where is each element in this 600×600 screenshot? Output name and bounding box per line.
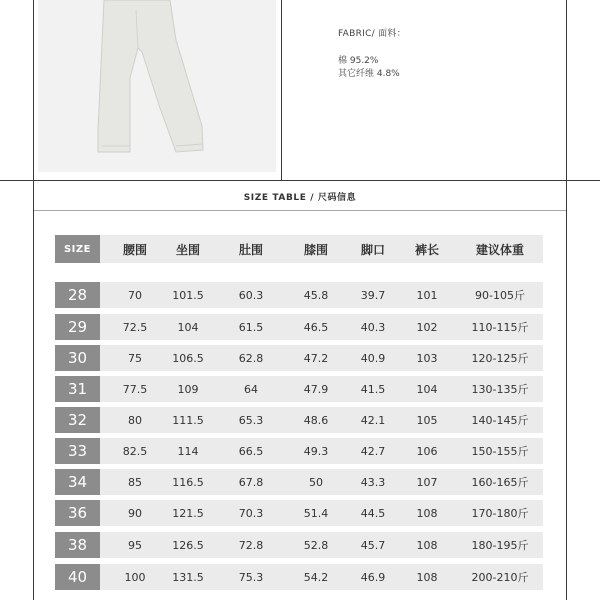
length-value: 101 [416, 288, 438, 302]
size-cell [55, 376, 100, 402]
table-row [55, 345, 543, 371]
weight-value: 130-135斤 [471, 383, 529, 396]
size-value: 38 [67, 536, 88, 554]
weight-value: 140-145斤 [471, 414, 529, 427]
length-value: 105 [416, 413, 438, 427]
knee-value: 45.8 [303, 288, 329, 302]
hem-value: 42.1 [360, 413, 386, 427]
weight-value: 170-180斤 [471, 507, 529, 520]
belly-value: 62.8 [238, 351, 264, 365]
title-divider [34, 210, 566, 211]
hip-value: 101.5 [172, 288, 204, 302]
waist-value: 85 [128, 475, 142, 489]
frame-line-right [566, 0, 567, 600]
size-value: 31 [67, 380, 88, 398]
size-cell [55, 407, 100, 433]
hem-value: 45.7 [360, 538, 386, 552]
size-value: 36 [67, 504, 88, 522]
knee-value: 51.4 [303, 506, 329, 520]
waist-value: 75 [128, 351, 142, 365]
size-value: 29 [67, 318, 88, 336]
pants-image [38, 0, 276, 172]
table-row [55, 314, 543, 340]
length-value: 106 [416, 444, 438, 458]
belly-value: 72.8 [238, 538, 264, 552]
waist-value: 80 [128, 413, 142, 427]
size-cell [55, 564, 100, 590]
hip-value: 111.5 [172, 413, 204, 427]
waist-value: 70 [128, 288, 142, 302]
belly-value: 66.5 [238, 444, 264, 458]
table-row [55, 532, 543, 558]
weight-value: 180-195斤 [471, 539, 529, 552]
size-value: 40 [67, 568, 88, 586]
frame-line-divider [281, 0, 282, 180]
table-row [55, 282, 543, 308]
length-value: 107 [416, 475, 438, 489]
waist-value: 72.5 [122, 320, 148, 334]
size-value: 33 [67, 442, 88, 460]
weight-value: 150-155斤 [471, 445, 529, 458]
hem-value: 43.3 [360, 475, 386, 489]
fabric-line-cotton: 棉 95.2% [338, 56, 379, 66]
knee-value: 47.9 [303, 382, 329, 396]
waist-value: 90 [128, 506, 142, 520]
weight-value: 200-210斤 [471, 571, 529, 584]
waist-value: 82.5 [122, 444, 148, 458]
length-value: 102 [416, 320, 438, 334]
hip-value: 106.5 [172, 351, 204, 365]
hem-value: 39.7 [360, 288, 386, 302]
waist-value: 95 [128, 538, 142, 552]
length-value: 103 [416, 351, 438, 365]
knee-value: 48.6 [303, 413, 329, 427]
size-value: 30 [67, 349, 88, 367]
header-length: 裤长 [414, 242, 439, 257]
size-cell [55, 438, 100, 464]
table-row [55, 438, 543, 464]
length-value: 108 [416, 538, 438, 552]
header-waist: 腰围 [122, 242, 147, 257]
size-value: 28 [67, 286, 88, 304]
hem-value: 42.7 [360, 444, 386, 458]
waist-value: 77.5 [122, 382, 148, 396]
size-cell [55, 500, 100, 526]
belly-value: 64 [244, 382, 258, 396]
length-value: 104 [416, 382, 438, 396]
length-value: 108 [416, 506, 438, 520]
weight-value: 160-165斤 [471, 476, 529, 489]
waist-value: 100 [124, 570, 146, 584]
knee-value: 46.5 [303, 320, 329, 334]
size-cell [55, 345, 100, 371]
table-row [55, 564, 543, 590]
hip-value: 121.5 [172, 506, 204, 520]
weight-value: 90-105斤 [475, 289, 525, 302]
table-row [55, 376, 543, 402]
product-photo [38, 0, 276, 172]
belly-value: 70.3 [238, 506, 264, 520]
table-row [55, 469, 543, 495]
hip-value: 131.5 [172, 570, 204, 584]
header-hem: 脚口 [360, 242, 385, 257]
hem-value: 44.5 [360, 506, 386, 520]
knee-value: 52.8 [303, 538, 329, 552]
header-weight: 建议体重 [475, 242, 524, 257]
knee-value: 49.3 [303, 444, 329, 458]
size-cell [55, 469, 100, 495]
size-cell [55, 282, 100, 308]
size-header-cell [55, 235, 100, 263]
hip-value: 116.5 [172, 475, 204, 489]
hem-value: 46.9 [360, 570, 386, 584]
hem-value: 41.5 [360, 382, 386, 396]
belly-value: 75.3 [238, 570, 264, 584]
hip-value: 126.5 [172, 538, 204, 552]
header-knee: 膝围 [303, 242, 328, 257]
knee-value: 54.2 [303, 570, 329, 584]
fabric-line-other: 其它纤维 4.8% [338, 69, 400, 79]
hip-value: 104 [177, 320, 199, 334]
hip-value: 109 [177, 382, 199, 396]
belly-value: 60.3 [238, 288, 264, 302]
belly-value: 65.3 [238, 413, 264, 427]
size-table-header [55, 235, 543, 263]
fabric-info [338, 28, 406, 81]
fabric-heading: FABRIC/ 面料： [338, 29, 407, 39]
frame-line-horizontal [0, 180, 600, 181]
size-header-label: SIZE [63, 243, 91, 255]
table-row [55, 500, 543, 526]
hip-value: 114 [177, 444, 199, 458]
weight-value: 120-125斤 [471, 352, 529, 365]
frame-line-left [33, 0, 34, 600]
size-cell [55, 532, 100, 558]
hem-value: 40.3 [360, 320, 386, 334]
size-table-title: SIZE TABLE / 尺码信息 [243, 193, 357, 203]
header-hip: 坐围 [175, 242, 200, 257]
header-belly: 肚围 [238, 242, 263, 257]
weight-value: 110-115斤 [471, 321, 529, 334]
belly-value: 61.5 [238, 320, 264, 334]
size-cell [55, 314, 100, 340]
size-value: 34 [67, 473, 88, 491]
knee-value: 50 [309, 475, 323, 489]
knee-value: 47.2 [303, 351, 329, 365]
hem-value: 40.9 [360, 351, 386, 365]
table-row [55, 407, 543, 433]
belly-value: 67.8 [238, 475, 264, 489]
size-value: 32 [67, 411, 88, 429]
length-value: 108 [416, 570, 438, 584]
